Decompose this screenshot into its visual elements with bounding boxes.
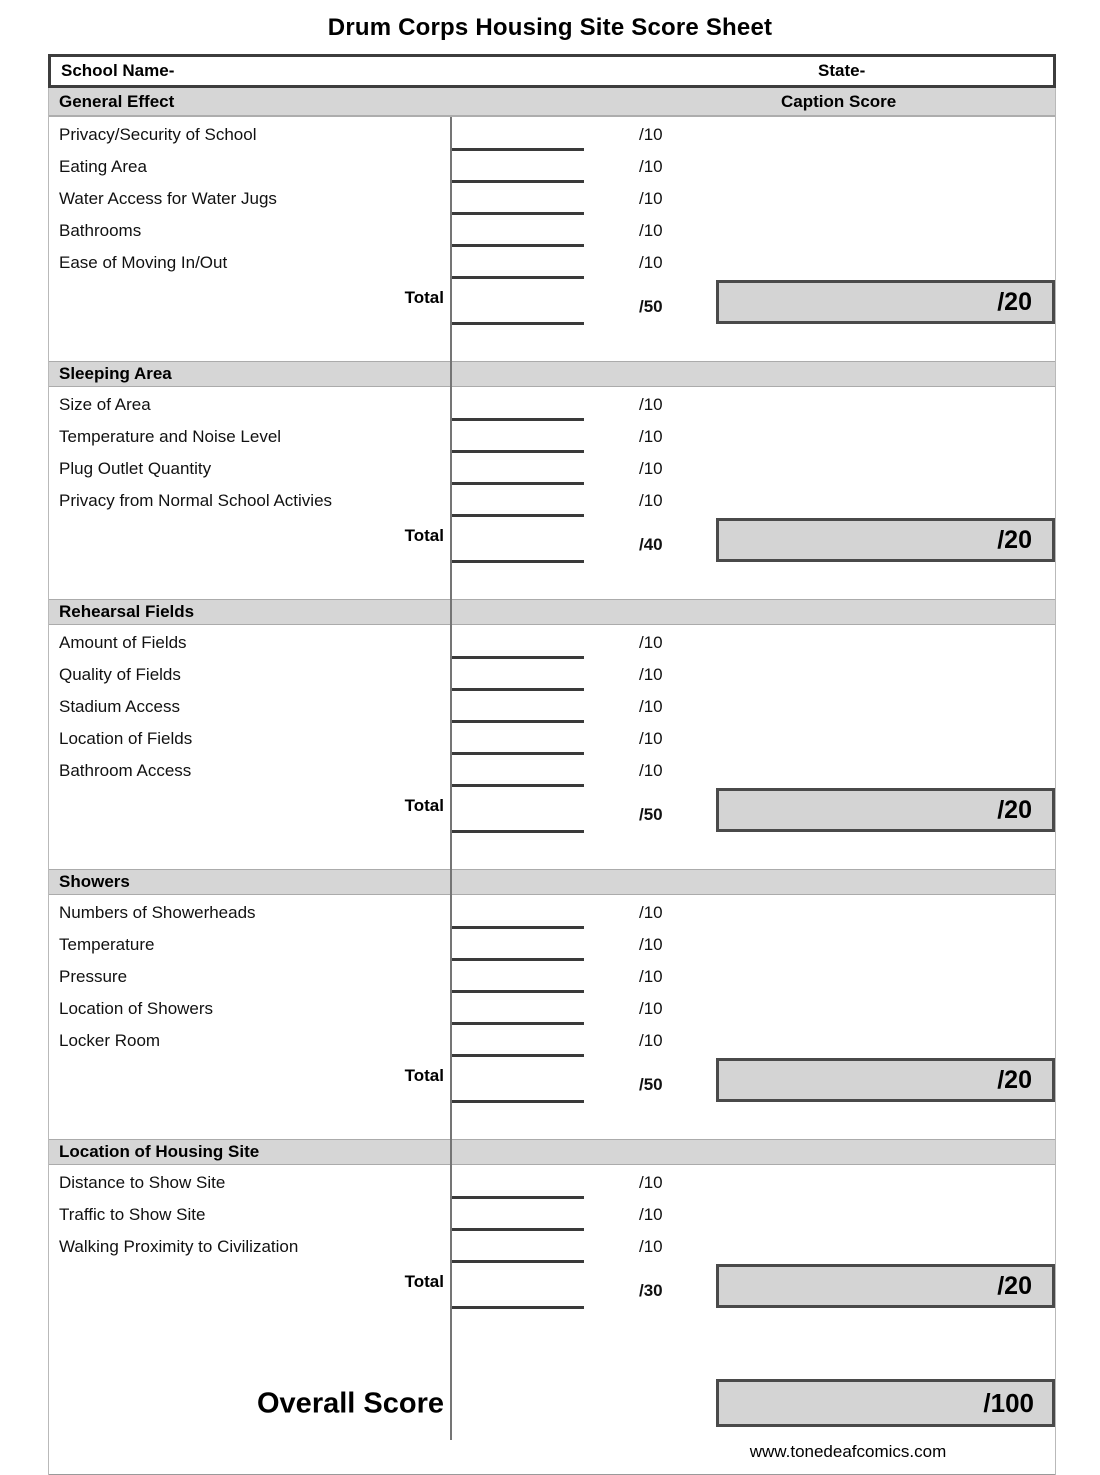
score-row <box>49 723 1055 755</box>
score-max-label: /10 <box>639 761 663 780</box>
score-section <box>49 1139 1055 1345</box>
spacer <box>49 1345 1055 1379</box>
caption-score-box[interactable] <box>716 280 1055 324</box>
score-row <box>49 1025 1055 1057</box>
score-item-label: Bathroom Access <box>59 761 192 780</box>
score-max-label: /10 <box>639 491 663 510</box>
score-max-label: /10 <box>639 1173 663 1192</box>
spacer <box>49 1103 1055 1139</box>
score-row <box>49 1199 1055 1231</box>
caption-score-max: /20 <box>997 795 1032 824</box>
score-item-label: Traffic to Show Site <box>59 1205 206 1224</box>
sections-container <box>49 117 1055 1345</box>
score-max-label: /10 <box>639 729 663 748</box>
score-max-label: /10 <box>639 427 663 446</box>
score-row <box>49 247 1055 279</box>
section-total-row <box>49 279 1055 325</box>
column-divider <box>450 117 452 1440</box>
section-header-band <box>49 1139 1055 1165</box>
total-max-label: /50 <box>639 1075 663 1094</box>
total-max-label: /30 <box>639 1281 663 1300</box>
section-rows <box>49 625 1055 787</box>
score-item-label: Locker Room <box>59 1031 161 1050</box>
caption-score-heading: Caption Score <box>781 91 897 111</box>
general-effect-heading: General Effect <box>59 91 175 111</box>
score-max-label: /10 <box>639 935 663 954</box>
section-header-band <box>49 869 1055 895</box>
total-label: Total <box>404 526 444 545</box>
score-row <box>49 659 1055 691</box>
overall-score-max: /100 <box>983 1387 1034 1418</box>
caption-score-max: /20 <box>997 525 1032 554</box>
section-total-row <box>49 517 1055 563</box>
score-row <box>49 627 1055 659</box>
score-item-label: Numbers of Showerheads <box>59 903 256 922</box>
section-header-band <box>49 599 1055 625</box>
score-max-label: /10 <box>639 1237 663 1256</box>
score-max-label: /10 <box>639 189 663 208</box>
section-rows <box>49 895 1055 1057</box>
score-max-label: /10 <box>639 697 663 716</box>
score-max-label: /10 <box>639 221 663 240</box>
score-item-label: Walking Proximity to Civilization <box>59 1237 299 1256</box>
score-row <box>49 755 1055 787</box>
score-row <box>49 929 1055 961</box>
total-score-blank[interactable] <box>451 560 584 563</box>
score-item-label: Location of Showers <box>59 999 214 1018</box>
caption-score-box[interactable] <box>716 1264 1055 1308</box>
score-row <box>49 389 1055 421</box>
footer-url: www.tonedeafcomics.com <box>749 1442 947 1461</box>
page-title: Drum Corps Housing Site Score Sheet <box>327 14 773 41</box>
score-max-label: /10 <box>639 459 663 478</box>
total-max-label: /50 <box>639 297 663 316</box>
score-max-label: /10 <box>639 157 663 176</box>
score-item-label: Size of Area <box>59 395 151 414</box>
section-title: Location of Housing Site <box>59 1142 260 1161</box>
section-total-row <box>49 1263 1055 1309</box>
section-rows <box>49 1165 1055 1263</box>
overall-score-row <box>49 1379 1055 1429</box>
score-item-label: Privacy from Normal School Activies <box>59 491 333 510</box>
score-max-label: /10 <box>639 125 663 144</box>
school-name-label: School Name- <box>61 61 175 80</box>
score-item-label: Quality of Fields <box>59 665 181 684</box>
state-label: State- <box>818 61 866 80</box>
score-section <box>49 361 1055 599</box>
caption-score-box[interactable] <box>716 788 1055 832</box>
score-item-label: Pressure <box>59 967 128 986</box>
score-item-label: Privacy/Security of School <box>59 125 257 144</box>
score-max-label: /10 <box>639 395 663 414</box>
score-item-label: Amount of Fields <box>59 633 187 652</box>
section-title: Rehearsal Fields <box>59 602 195 621</box>
score-row <box>49 691 1055 723</box>
school-state-header <box>48 54 1056 88</box>
total-label: Total <box>404 796 444 815</box>
total-score-blank[interactable] <box>451 1306 584 1309</box>
score-max-label: /10 <box>639 633 663 652</box>
score-item-label: Plug Outlet Quantity <box>59 459 212 478</box>
score-row <box>49 183 1055 215</box>
total-max-label: /40 <box>639 535 663 554</box>
spacer <box>49 1309 1055 1345</box>
score-item-label: Ease of Moving In/Out <box>59 253 228 272</box>
score-sheet-table <box>48 54 1056 1475</box>
score-max-label: /10 <box>639 665 663 684</box>
score-section <box>49 869 1055 1139</box>
score-row <box>49 961 1055 993</box>
total-score-blank[interactable] <box>451 830 584 833</box>
score-max-label: /10 <box>639 253 663 272</box>
overall-score-label: Overall Score <box>257 1387 444 1420</box>
section-total-row <box>49 787 1055 833</box>
score-item-label: Stadium Access <box>59 697 180 716</box>
score-row <box>49 1231 1055 1263</box>
total-label: Total <box>404 1272 444 1291</box>
total-score-blank[interactable] <box>451 1100 584 1103</box>
score-max-label: /10 <box>639 999 663 1018</box>
total-label: Total <box>404 288 444 307</box>
score-row <box>49 119 1055 151</box>
total-score-blank[interactable] <box>451 322 584 325</box>
score-row <box>49 151 1055 183</box>
overall-score-box[interactable] <box>716 1379 1055 1427</box>
total-max-label: /50 <box>639 805 663 824</box>
caption-score-box[interactable] <box>716 518 1055 562</box>
score-row <box>49 897 1055 929</box>
score-section <box>49 599 1055 869</box>
score-item-label: Bathrooms <box>59 221 142 240</box>
section-rows <box>49 387 1055 517</box>
score-item-label: Temperature and Noise Level <box>59 427 282 446</box>
footer-row <box>49 1429 1055 1475</box>
score-row <box>49 453 1055 485</box>
spacer <box>49 563 1055 599</box>
section-title: Showers <box>59 872 130 891</box>
score-item-label: Location of Fields <box>59 729 193 748</box>
score-item-label: Distance to Show Site <box>59 1173 226 1192</box>
spacer <box>49 325 1055 361</box>
spacer <box>49 833 1055 869</box>
score-row <box>49 993 1055 1025</box>
score-item-label: Temperature <box>59 935 155 954</box>
score-section <box>49 117 1055 361</box>
score-max-label: /10 <box>639 903 663 922</box>
score-row <box>49 421 1055 453</box>
section-title: Sleeping Area <box>59 364 172 383</box>
score-max-label: /10 <box>639 1031 663 1050</box>
caption-score-max: /20 <box>997 1271 1032 1300</box>
section-total-row <box>49 1057 1055 1103</box>
total-label: Total <box>404 1066 444 1085</box>
caption-score-max: /20 <box>997 1065 1032 1094</box>
score-row <box>49 1167 1055 1199</box>
score-item-label: Water Access for Water Jugs <box>59 189 277 208</box>
score-item-label: Eating Area <box>59 157 147 176</box>
score-max-label: /10 <box>639 1205 663 1224</box>
caption-score-max: /20 <box>997 287 1032 316</box>
score-max-label: /10 <box>639 967 663 986</box>
score-row <box>49 485 1055 517</box>
section-rows <box>49 117 1055 279</box>
caption-header-row <box>49 88 1055 117</box>
section-header-band <box>49 361 1055 387</box>
caption-score-box[interactable] <box>716 1058 1055 1102</box>
score-row <box>49 215 1055 247</box>
